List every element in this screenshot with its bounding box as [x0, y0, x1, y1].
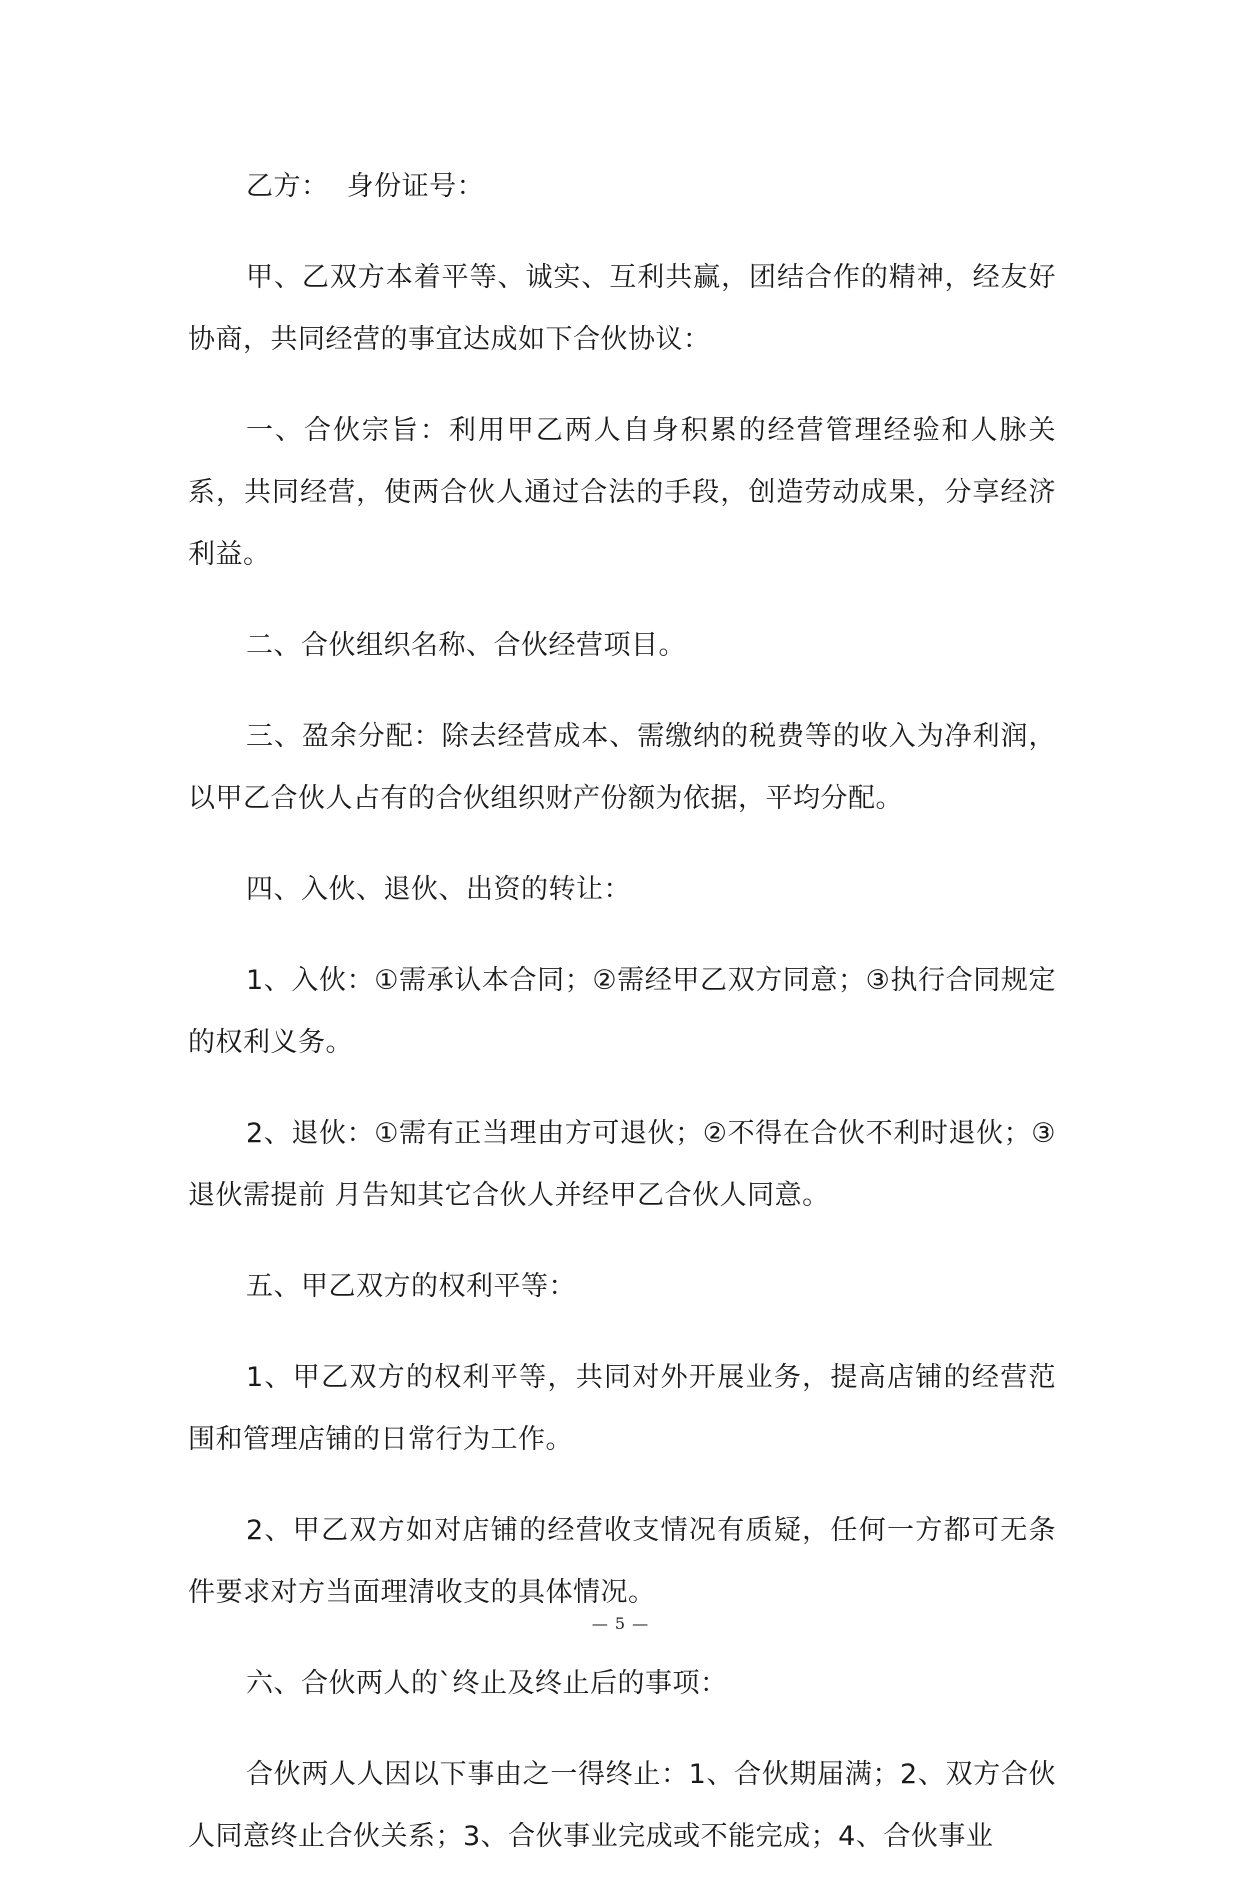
- clause-6-heading: 六、合伙两人的`终止及终止后的事项：: [246, 1668, 728, 1699]
- clause-5-item-2: 2、甲乙双方如对店铺的经营收支情况有质疑，任何一方都可无条件要求对方当面理清收支的具体情况。: [188, 1515, 1056, 1608]
- clause-3-profit-distribution: 三、盈余分配：除去经营成本、需缴纳的税费等的收入为净利润，以甲乙合伙人占有的合伙组织财产份额为依据，平均分配。: [188, 721, 1056, 814]
- clause-4-item-2-withdrawal: 2、退伙：①需有正当理由方可退伙；②不得在合伙不利时退伙；③退伙需提前 月告知其它合伙人并经甲乙合伙人同意。: [188, 1118, 1056, 1211]
- clause-4-item-1-joining: 1、入伙：①需承认本合同；②需经甲乙双方同意；③执行合同规定的权利义务。: [188, 965, 1056, 1058]
- clause-5-item-1: 1、甲乙双方的权利平等，共同对外开展业务，提高店铺的经营范围和管理店铺的日常行为工作。: [188, 1362, 1056, 1455]
- page-number: — 5 —: [591, 1614, 650, 1633]
- clause-6-termination-paragraph: 合伙两人人因以下事由之一得终止：1、合伙期届满；2、双方合伙人同意终止合伙关系；3、合伙事业完成或不能完成；4、合伙事业: [188, 1759, 1056, 1852]
- clause-2-name-project: 二、合伙组织名称、合伙经营项目。: [246, 630, 686, 661]
- preamble-paragraph: 甲、乙双方本着平等、诚实、互利共赢，团结合作的精神，经友好协商，共同经营的事宜达成如下合伙协议：: [188, 262, 1056, 355]
- clause-4-heading: 四、入伙、退伙、出资的转让：: [246, 874, 631, 905]
- clause-1-purpose: 一、合伙宗旨：利用甲乙两人自身积累的经营管理经验和人脉关系，共同经营，使两合伙人通过合法的手段，创造劳动成果，分享经济利益。: [188, 415, 1056, 570]
- party-b-id-line: 乙方： 身份证号：: [246, 171, 485, 202]
- clause-5-heading: 五、甲乙双方的权利平等：: [246, 1271, 576, 1302]
- document-body: [188, 156, 1056, 1897]
